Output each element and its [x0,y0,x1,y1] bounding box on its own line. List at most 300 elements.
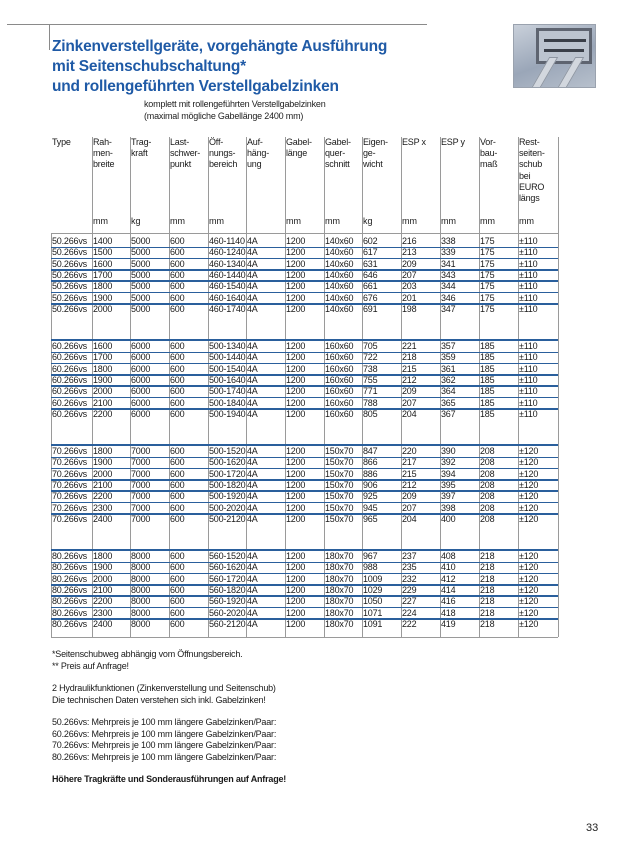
table-cell: 185 [480,374,495,385]
table-cell: 1900 [93,562,113,573]
table-cell: 988 [363,562,378,573]
table-cell: 150x70 [325,502,354,513]
table-cell: ±110 [519,292,538,303]
table-cell: 150x70 [325,491,354,502]
table-cell: 600 [170,281,185,292]
footnote-price: ** Preis auf Anfrage! [52,660,129,671]
table-cell: 4A [247,352,258,363]
column-header-label: wicht [363,159,383,170]
table-cell: 50.266vs [52,292,87,303]
table-cell: 70.266vs [52,468,87,479]
table-cell: 185 [480,341,495,351]
table-cell: 1800 [93,363,113,374]
table-cell: 6000 [131,341,151,351]
table-cell: 213 [402,247,417,258]
table-cell: 7000 [131,457,151,468]
surcharge-80: 80.266vs: Mehrpreis je 100 mm längere Gabelzinken/Paar: [52,751,277,762]
table-cell: 788 [363,397,378,408]
table-cell: 150x70 [325,513,354,524]
table-cell: 4A [247,258,258,269]
table-cell: ±110 [519,352,538,363]
table-cell: 392 [441,457,456,468]
table-cell: 2100 [93,584,113,595]
table-cell: 208 [480,502,495,513]
table-cell: 1800 [93,281,113,292]
table-cell: 1200 [286,374,306,385]
table-cell: 8000 [131,573,151,584]
table-cell: 676 [363,292,378,303]
table-cell: 204 [402,513,417,524]
table-cell: 600 [170,247,185,258]
table-cell: 140x60 [325,281,354,292]
table-cell: 216 [402,236,417,246]
table-cell: 414 [441,584,456,595]
table-cell: 4A [247,303,258,314]
table-cell: 1400 [93,236,113,246]
table-cell: 460-1240 [209,247,246,258]
table-cell: 410 [441,562,456,573]
column-header-label: schnitt [325,159,350,170]
table-cell: ±120 [519,607,539,618]
table-cell: ±110 [519,386,538,397]
table-cell: 600 [170,513,185,524]
table-cell: 1800 [93,551,113,561]
table-cell: 6000 [131,374,151,385]
table-cell: 1200 [286,562,306,573]
table-cell: 361 [441,363,456,374]
table-cell: 1200 [286,502,306,513]
table-cell: 600 [170,479,185,490]
table-cell: 600 [170,457,185,468]
column-header-label: kraft [131,148,148,159]
table-cell: ±120 [519,618,539,629]
table-cell: 1200 [286,258,306,269]
table-cell: 367 [441,408,456,419]
table-cell: 185 [480,363,495,374]
column-header-label: bau- [480,148,498,159]
table-cell: 70.266vs [52,513,87,524]
table-cell: 2200 [93,491,113,502]
table-cell: 1900 [93,374,113,385]
table-cell: 646 [363,269,378,280]
table-cell: 631 [363,258,378,269]
column-header-label: nungs- [209,148,236,159]
table-cell: 1200 [286,397,306,408]
table-cell: 212 [402,479,417,490]
table-cell: 237 [402,551,417,561]
table-row [51,514,558,525]
table-cell: 209 [402,386,417,397]
table-cell: 218 [480,584,495,595]
table-cell: 1200 [286,386,306,397]
table-cell: 847 [363,446,378,456]
table-cell: 1200 [286,247,306,258]
table-cell: 70.266vs [52,479,87,490]
column-unit: mm [402,216,417,226]
table-cell: 60.266vs [52,374,87,385]
column-unit: kg [131,216,141,226]
table-cell: 4A [247,562,258,573]
table-cell: 560-1720 [209,573,246,584]
table-cell: 203 [402,281,417,292]
table-cell: 343 [441,269,456,280]
table-cell: ±110 [519,236,538,246]
column-header [209,137,237,171]
table-cell: 212 [402,374,417,385]
table-cell: 600 [170,258,185,269]
closing-note: Höhere Tragkräfte und Sonderausführungen auf Anfrage! [52,774,287,784]
table-cell: 416 [441,596,456,607]
column-unit: kg [363,216,373,226]
carriage-frame [536,28,592,64]
column-unit: mm [441,216,456,226]
table-cell: 60.266vs [52,386,87,397]
table-cell: 215 [402,363,417,374]
table-cell: 70.266vs [52,457,87,468]
table-cell: 1200 [286,618,306,629]
table-cell: 967 [363,551,378,561]
table-cell: 600 [170,303,185,314]
column-header-label: Type [52,137,71,147]
table-cell: 185 [480,397,495,408]
table-cell: 4A [247,292,258,303]
note-tech-data: Die technischen Daten verstehen sich inkl. Gabelzinken! [52,694,266,705]
table-cell: 150x70 [325,457,354,468]
table-cell: ±110 [519,281,538,292]
table-cell: 70.266vs [52,502,87,513]
table-cell: ±110 [519,408,538,419]
table-cell: 80.266vs [52,551,87,561]
column-header-label: bereich [209,159,238,170]
table-cell: 705 [363,341,378,351]
table-cell: 218 [480,551,495,561]
column-header-label: Vor- [480,137,496,147]
table-cell: 4A [247,491,258,502]
table-cell: 180x70 [325,607,354,618]
table-cell: 4A [247,446,258,456]
table-cell: 600 [170,341,185,351]
column-header-label: quer- [325,148,346,159]
table-cell: 209 [402,491,417,502]
table-cell: 160x60 [325,386,354,397]
table-cell: ±120 [519,562,539,573]
table-cell: 4A [247,584,258,595]
column-divider [558,137,559,637]
table-cell: 175 [480,258,495,269]
table-cell: 600 [170,408,185,419]
table-cell: 7000 [131,502,151,513]
subtitle-line-2: (maximal mögliche Gabellänge 2400 mm) [144,111,304,121]
table-cell: 1200 [286,363,306,374]
table-cell: 2100 [93,479,113,490]
table-cell: 229 [402,584,417,595]
table-cell: 8000 [131,618,151,629]
table-cell: 600 [170,236,185,246]
table-cell: 207 [402,269,417,280]
table-cell: 4A [247,397,258,408]
table-row [51,619,558,630]
footnotes [52,649,286,786]
table-cell: 220 [402,446,417,456]
table-cell: 180x70 [325,618,354,629]
table-cell: 1600 [93,258,113,269]
table-cell: 500-1920 [209,491,246,502]
table-cell: 8000 [131,562,151,573]
table-cell: 175 [480,292,495,303]
table-cell: 175 [480,269,495,280]
table-cell: ±120 [519,502,539,513]
table-cell: 4A [247,513,258,524]
column-header-label: Gabel- [325,137,351,147]
table-cell: 500-1740 [209,386,246,397]
table-cell: 460-1140 [209,236,245,246]
table-cell: 60.266vs [52,341,87,351]
table-cell: 4A [247,502,258,513]
table-cell: 80.266vs [52,573,87,584]
table-cell: 4A [247,618,258,629]
column-header-label: breite [93,159,115,170]
table-cell: 755 [363,374,378,385]
table-cell: 50.266vs [52,303,87,314]
table-cell: 80.266vs [52,596,87,607]
column-header [52,137,71,148]
table-cell: 1200 [286,457,306,468]
table-cell: 362 [441,374,456,385]
table-cell: 945 [363,502,378,513]
table-cell: 419 [441,618,456,629]
column-unit: mm [209,216,224,226]
table-cell: 5000 [131,247,151,258]
table-cell: 344 [441,281,456,292]
table-cell: 460-1340 [209,258,246,269]
table-cell: ±110 [519,258,538,269]
table-cell: 1200 [286,292,306,303]
column-header-label: EURO [519,181,545,192]
table-cell: 1071 [363,607,383,618]
table-cell: 218 [480,618,495,629]
table-cell: 232 [402,573,417,584]
table-cell: 1200 [286,408,306,419]
table-cell: 2100 [93,397,113,408]
column-unit: mm [170,216,185,226]
table-cell: 418 [441,607,456,618]
table-cell: 50.266vs [52,269,87,280]
table-cell: 460-1640 [209,292,246,303]
column-unit: mm [325,216,340,226]
table-cell: 661 [363,281,378,292]
table-cell: 175 [480,236,495,246]
table-cell: 208 [480,479,495,490]
table-cell: 8000 [131,584,151,595]
table-cell: 160x60 [325,397,354,408]
column-header-label: Öff- [209,137,224,147]
table-cell: 4A [247,236,258,246]
table-cell: 771 [363,386,378,397]
table-cell: 2000 [93,468,113,479]
table-cell: 338 [441,236,456,246]
column-unit: mm [286,216,301,226]
carriage-bar [544,49,584,52]
table-cell: ±120 [519,573,539,584]
column-header-label: Eigen- [363,137,388,147]
column-header-label: maß [480,159,498,170]
column-header [325,137,351,171]
table-cell: 207 [402,502,417,513]
table-cell: 6000 [131,363,151,374]
table-cell: 4A [247,386,258,397]
table-cell: 217 [402,457,417,468]
table-cell: ±120 [519,513,539,524]
table-cell: ±110 [519,363,538,374]
footnote-side-shift: *Seitenschubweg abhängig vom Öffnungsbereich. [52,649,243,659]
table-cell: 2300 [93,502,113,513]
table-cell: 1700 [93,269,113,280]
table-cell: 560-1920 [209,596,246,607]
carriage-bar [544,39,586,42]
table-cell: 5000 [131,258,151,269]
table-cell: 4A [247,374,258,385]
table-cell: ±110 [519,303,538,314]
header-rule-tick [49,24,50,50]
table-cell: 1200 [286,607,306,618]
table-cell: 460-1740 [209,303,246,314]
table-cell: 222 [402,618,417,629]
table-cell: 602 [363,236,378,246]
table-cell: 185 [480,352,495,363]
table-cell: 1200 [286,551,306,561]
table-cell: 500-1840 [209,397,246,408]
table-cell: 175 [480,303,495,314]
table-cell: 4A [247,247,258,258]
table-cell: 600 [170,584,185,595]
table-cell: 500-1940 [209,408,246,419]
table-cell: 600 [170,352,185,363]
table-cell: 600 [170,468,185,479]
table-cell: 180x70 [325,584,354,595]
note-hydraulics: 2 Hydraulikfunktionen (Zinkenverstellung und Seitenschub) [52,683,276,693]
table-cell: ±120 [519,584,539,595]
table-cell: 235 [402,562,417,573]
table-cell: 500-1640 [209,374,246,385]
column-header-label: ESP x [402,137,426,147]
table-cell: 140x60 [325,258,354,269]
column-header-label: ung [247,159,262,170]
column-header [402,137,426,148]
table-cell: 1009 [363,573,383,584]
table-cell: 347 [441,303,456,314]
table-cell: 207 [402,397,417,408]
table-cell: 8000 [131,596,151,607]
column-header-label: Auf- [247,137,263,147]
table-cell: 359 [441,352,456,363]
table-cell: 160x60 [325,374,354,385]
table-cell: ±120 [519,468,539,479]
column-header-label: schub [519,159,543,170]
table-cell: 175 [480,281,495,292]
table-cell: 70.266vs [52,491,87,502]
table-cell: 2000 [93,573,113,584]
table-cell: 866 [363,457,378,468]
table-cell: 185 [480,386,495,397]
column-header-label: ESP y [441,137,465,147]
table-cell: 500-1540 [209,363,246,374]
table-cell: 70.266vs [52,446,87,456]
table-cell: 60.266vs [52,397,87,408]
table-cell: 412 [441,573,456,584]
table-cell: ±120 [519,491,539,502]
table-cell: 365 [441,397,456,408]
table-cell: 600 [170,562,185,573]
table-cell: 208 [480,513,495,524]
table-cell: 2400 [93,618,113,629]
table-cell: 364 [441,386,456,397]
table-cell: 6000 [131,397,151,408]
column-unit: mm [480,216,495,226]
table-cell: 8000 [131,551,151,561]
title-line-1: Zinkenverstellgeräte, vorgehängte Ausführung [52,38,388,55]
table-cell: 140x60 [325,303,354,314]
table-cell: 227 [402,596,417,607]
table-cell: 80.266vs [52,618,87,629]
table-cell: 339 [441,247,456,258]
table-cell: 408 [441,551,456,561]
table-cell: 60.266vs [52,363,87,374]
table-cell: ±110 [519,341,538,351]
table-cell: 965 [363,513,378,524]
table-cell: 1200 [286,468,306,479]
table-cell: 4A [247,341,258,351]
table-cell: 4A [247,479,258,490]
table-cell: 175 [480,247,495,258]
column-header [286,137,312,159]
table-cell: 208 [480,491,495,502]
table-cell: 886 [363,468,378,479]
table-cell: 4A [247,281,258,292]
table-cell: 140x60 [325,247,354,258]
column-header-label: ge- [363,148,376,159]
table-cell: 560-2020 [209,607,246,618]
table-cell: 60.266vs [52,352,87,363]
table-cell: 6000 [131,386,151,397]
table-cell: 180x70 [325,562,354,573]
table-cell: 1050 [363,596,383,607]
table-cell: 50.266vs [52,236,87,246]
table-cell: ±120 [519,596,539,607]
table-cell: 80.266vs [52,607,87,618]
table-cell: 150x70 [325,479,354,490]
table-cell: 395 [441,479,456,490]
table-cell: 2300 [93,607,113,618]
column-header [480,137,497,171]
column-header-label: Rest- [519,137,540,147]
column-header-label: bei [519,170,531,181]
column-header-label: Last- [170,137,190,147]
table-cell: 1600 [93,341,113,351]
table-cell: 2000 [93,303,113,314]
title-line-2: mit Seitenschubschaltung* [52,58,246,75]
table-cell: 2400 [93,513,113,524]
title-line-3: und rollengeführten Verstellgabelzinken [52,78,339,95]
table-cell: 221 [402,341,417,351]
table-cell: ±110 [519,247,538,258]
table-cell: ±110 [519,397,538,408]
table-cell: 5000 [131,269,151,280]
table-cell: 1200 [286,584,306,595]
product-photo [513,24,596,88]
table-row [51,304,558,315]
table-cell: 140x60 [325,236,354,246]
table-cell: 500-1520 [209,446,246,456]
